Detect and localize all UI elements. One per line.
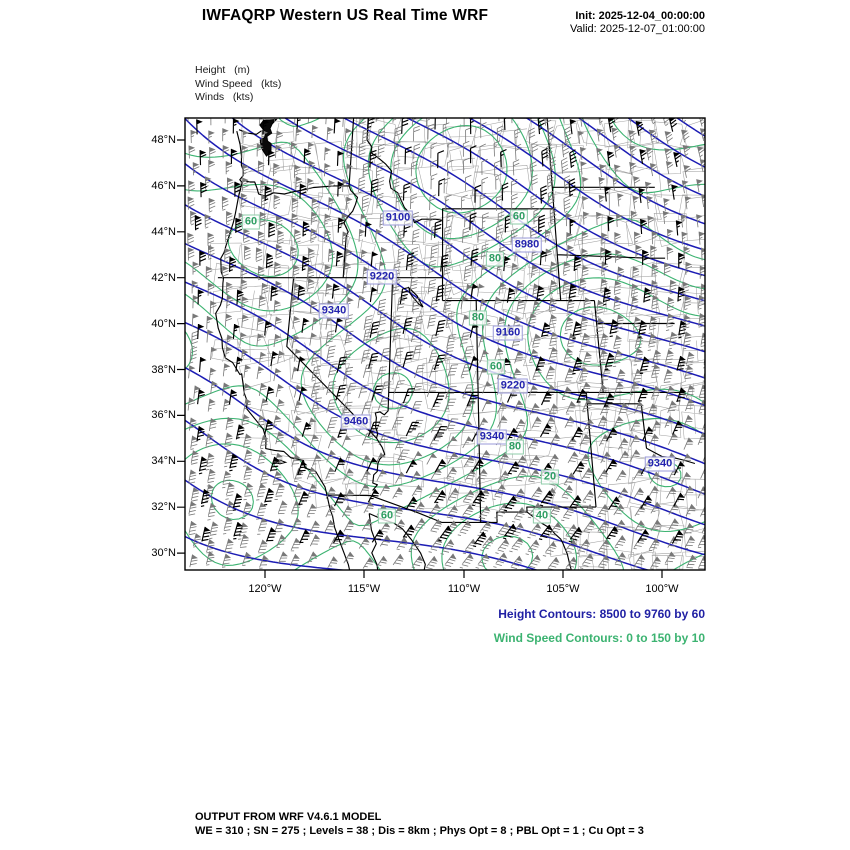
lat-tick-label: 34°N [151, 455, 176, 468]
height-contour-label: 8980 [512, 238, 542, 253]
wind-contour-label: 60 [510, 210, 528, 225]
model-footer [195, 810, 644, 838]
wind-contour-label: 60 [242, 215, 260, 230]
puget-sound [260, 119, 277, 156]
height-contour-label: 9340 [645, 457, 675, 472]
legend-winds: Winds (kts) [195, 91, 254, 103]
lon-tick-label: 115°W [347, 583, 381, 595]
lat-tick-label: 42°N [151, 271, 176, 284]
height-contour-label: 9460 [341, 415, 371, 430]
wind-contour-label: 80 [469, 311, 487, 326]
map-content [185, 105, 713, 583]
height-contour-label: 9220 [498, 379, 528, 394]
state-borders [216, 118, 695, 570]
lat-tick-label: 44°N [151, 225, 176, 238]
height-contour-label: 9160 [493, 326, 523, 341]
wind-contour-label: 80 [506, 440, 524, 455]
height-contour-note: Height Contours: 8500 to 9760 by 60 [498, 607, 705, 621]
wind-contour-note: Wind Speed Contours: 0 to 150 by 10 [493, 631, 705, 645]
lat-tick-label: 32°N [151, 501, 176, 514]
wind-contour-label: 20 [541, 470, 559, 485]
lon-tick-label: 110°W [447, 583, 481, 595]
lon-tick-label: 105°W [546, 583, 580, 595]
wind-contour-label: 60 [378, 509, 396, 524]
page-title: IWFAQRP Western US Real Time WRF [201, 7, 489, 24]
lon-tick-label: 100°W [645, 583, 679, 595]
height-contour-label: 9340 [477, 430, 507, 445]
init-time: Init: 2025-12-04_00:00:00 [575, 10, 705, 22]
lat-tick-label: 48°N [151, 134, 176, 146]
lat-tick-label: 46°N [151, 179, 176, 192]
lon-tick-label: 120°W [248, 583, 282, 595]
lat-tick-label: 38°N [151, 363, 176, 376]
wind-contour-label: 80 [486, 252, 504, 267]
legend-wind-speed: Wind Speed (kts) [195, 77, 282, 90]
legend-height: Height (m) [195, 64, 250, 76]
height-contour-label: 9100 [383, 211, 413, 226]
lat-tick-label: 40°N [151, 317, 176, 330]
wind-contour-label: 40 [533, 509, 551, 524]
lat-tick-label: 36°N [151, 409, 176, 422]
height-contour-label: 9220 [367, 270, 397, 285]
footer-config: WE = 310 ; SN = 275 ; Levels = 38 ; Dis = 8km ; Phys Opt = 8 ; PBL Opt = 1 ; Cu Opt = 3 [195, 825, 644, 837]
wind-contour-label: 60 [487, 360, 505, 375]
valid-time: Valid: 2025-12-07_01:00:00 [570, 23, 705, 35]
footer-model: OUTPUT FROM WRF V4.6.1 MODEL [195, 811, 382, 823]
height-contour-label: 9340 [319, 304, 349, 319]
lat-tick-label: 30°N [151, 547, 176, 560]
